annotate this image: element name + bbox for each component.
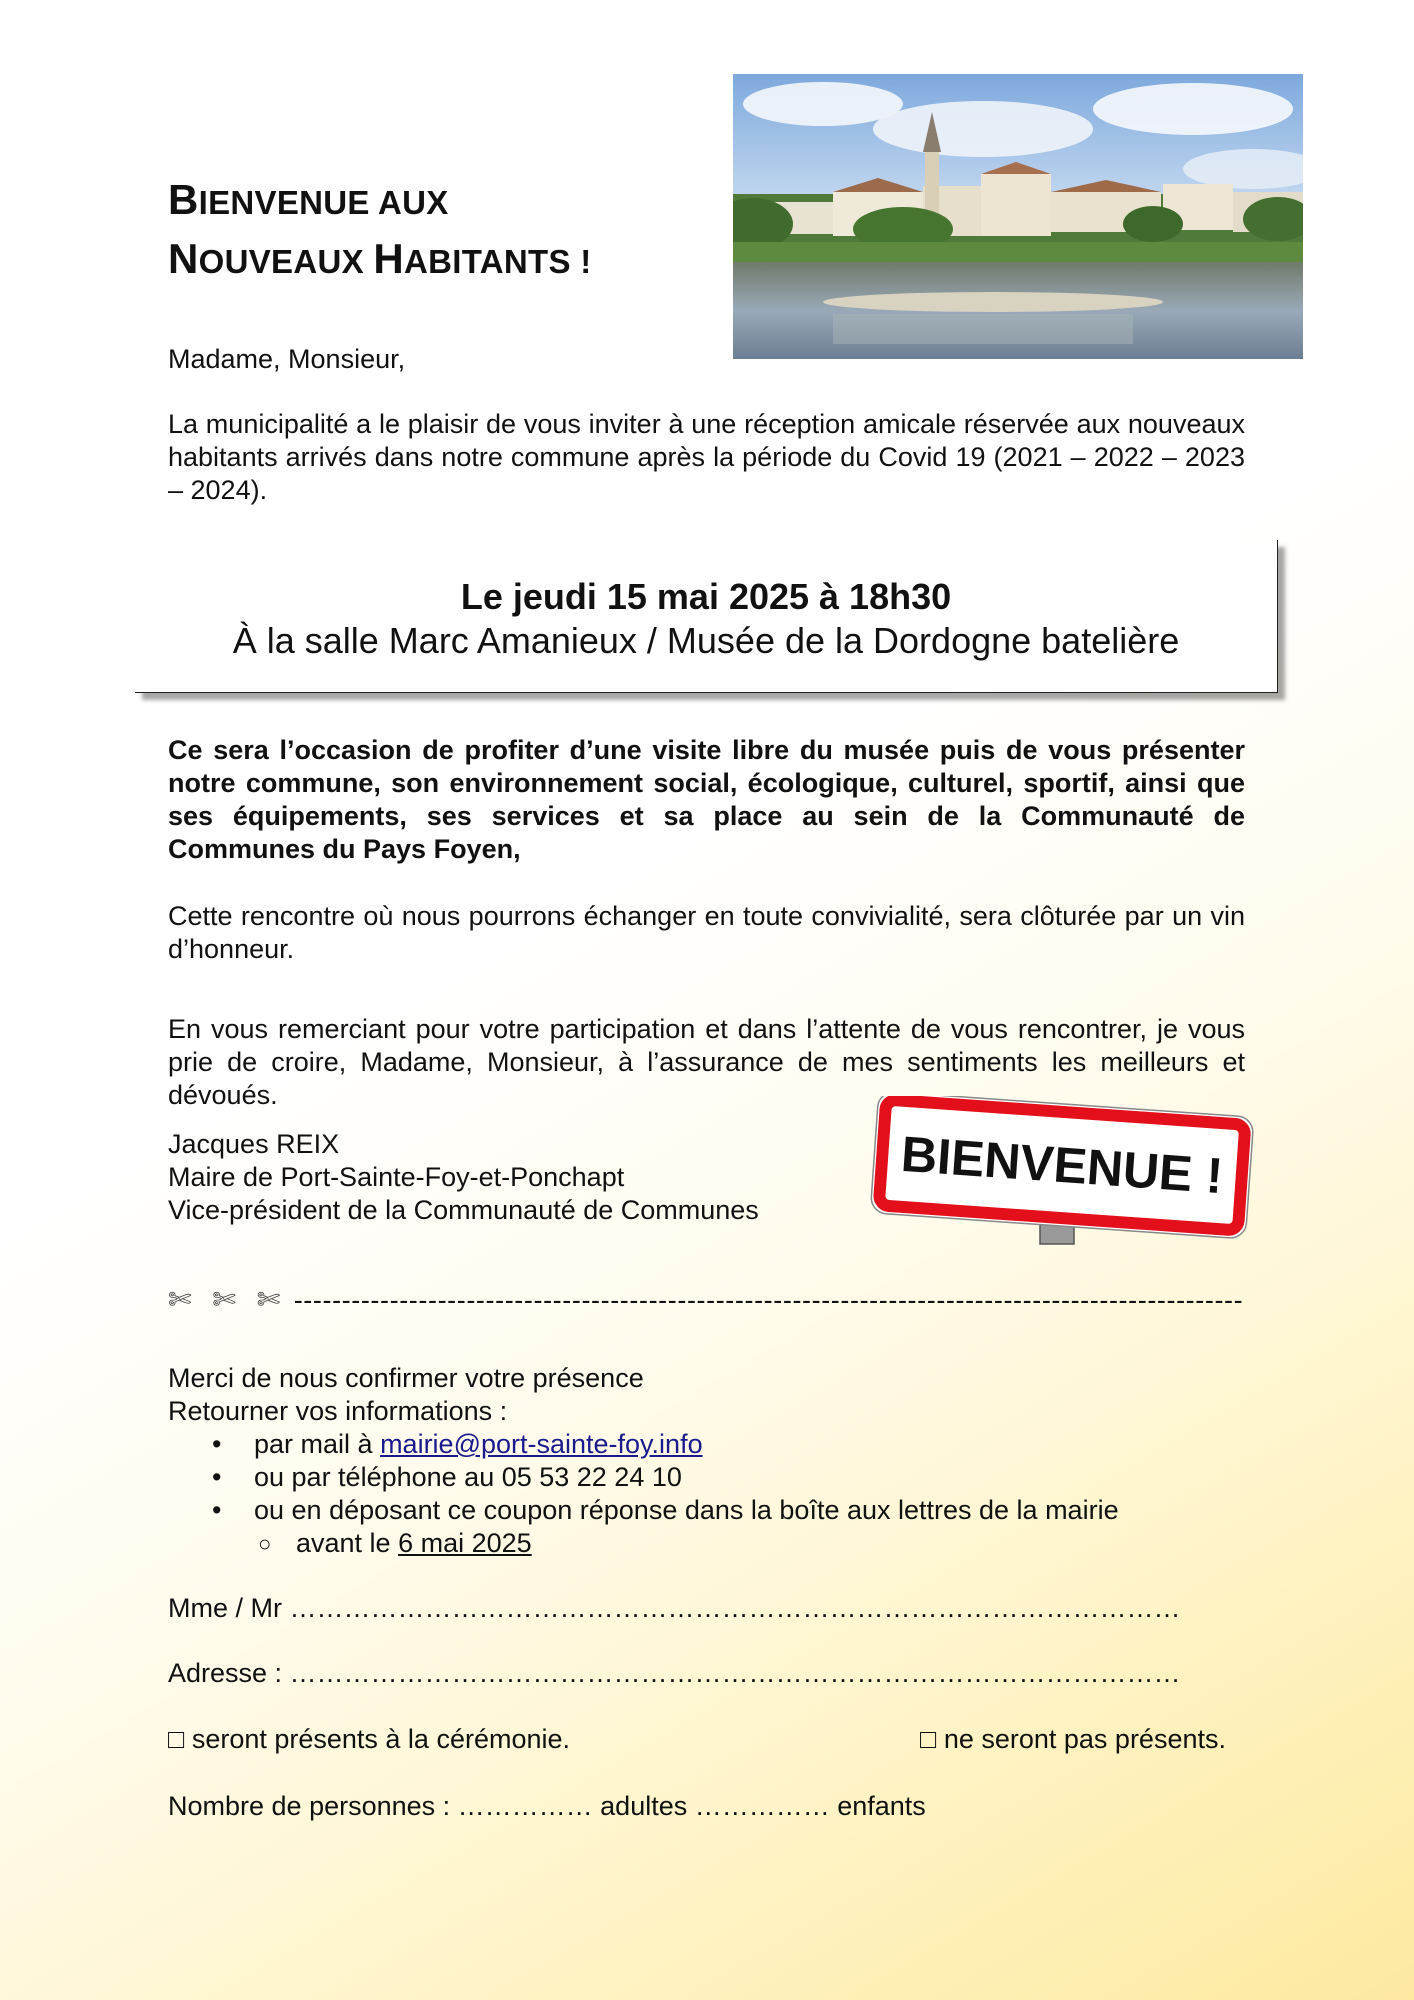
event-box: [135, 540, 1278, 693]
present-checkbox[interactable]: [168, 1723, 570, 1756]
circle-bullet-icon: ○: [258, 1531, 272, 1556]
checkbox-icon[interactable]: □: [168, 1724, 185, 1754]
address-field[interactable]: Adresse : ………………………………………………………………………………………: [168, 1658, 1181, 1688]
bullet-icon: •: [212, 1462, 222, 1492]
sub-list-item: ○ avant le 6 mai 2025: [258, 1528, 532, 1558]
salutation: Madame, Monsieur,: [168, 344, 406, 374]
list-item: • ou en déposant ce coupon réponse dans la boîte aux lettres de la mairie: [212, 1495, 1119, 1525]
not-present-checkbox[interactable]: [920, 1723, 1226, 1756]
bienvenue-sign-image: [862, 1096, 1262, 1256]
list-item: • ou par téléphone au 05 53 22 24 10: [212, 1462, 682, 1492]
present-label: seront présents à la cérémonie.: [184, 1724, 571, 1754]
list-item: • par mail à mairie@port-sainte-foy.info: [212, 1429, 703, 1459]
person-count-field[interactable]: Nombre de personnes : …………… adultes …………… enfants: [168, 1791, 926, 1821]
page-title: [168, 172, 708, 290]
signature-role: Vice-président de la Communauté de Communes: [168, 1195, 759, 1225]
intro-paragraph: La municipalité a le plaisir de vous inviter à une réception amicale réservée aux nouveaux habitants arrivés dans notre commune après la période du Covid 19 (2021 – 2022 – 2023 – 2024).: [168, 409, 1245, 505]
village-river-photo: [733, 74, 1303, 359]
title-line-2: NOUVEAUX HABITANTS !: [168, 235, 592, 282]
event-date: Le jeudi 15 mai 2025 à 18h30: [460, 576, 952, 617]
remerciement-paragraph: En vous remerciant pour votre participation et dans l’attente de vous rencontrer, je vous prie de croire, Madame, Monsieur, à l’assurance de mes sentiments les meilleurs et dévoués.: [168, 1014, 1245, 1110]
coupon-instructions: [168, 1362, 1119, 1560]
event-place: À la salle Marc Amanieux / Musée de la Dordogne batelière: [232, 620, 1180, 661]
deadline-date: 6 mai 2025: [398, 1528, 532, 1558]
name-field[interactable]: Mme / Mr ………………………………………………………………………………………: [168, 1593, 1181, 1623]
sign-text: BIENVENUE !: [899, 1125, 1225, 1205]
scissors-icon: ✄ ✄ ✄: [168, 1283, 287, 1316]
occasion-paragraph: Ce sera l’occasion de profiter d’une visite libre du musée puis de vous présenter notre commune, son environnement social, écologique, culturel, sportif, ainsi que ses équipements, ses services et sa place au sein de la Communauté de Communes du Pays Foyen,: [168, 735, 1245, 864]
cut-line: [168, 1283, 1245, 1317]
checkbox-icon[interactable]: □: [920, 1724, 937, 1754]
not-present-label: ne seront pas présents.: [936, 1724, 1226, 1754]
dash-line: ---------------------------------------------------------------------------------------------------: [293, 1285, 1244, 1315]
signature-block: [168, 1128, 759, 1227]
email-link[interactable]: mairie@port-sainte-foy.info: [380, 1429, 703, 1459]
bullet-icon: •: [212, 1495, 222, 1525]
rencontre-paragraph: Cette rencontre où nous pourrons échanger en toute convivialité, sera clôturée par un vin d’honneur.: [168, 901, 1245, 964]
bullet-icon: •: [212, 1429, 222, 1459]
signature-role: Maire de Port-Sainte-Foy-et-Ponchapt: [168, 1162, 625, 1192]
return-text: Retourner vos informations :: [168, 1396, 508, 1426]
confirm-text: Merci de nous confirmer votre présence: [168, 1363, 644, 1393]
signature-name: Jacques REIX: [168, 1129, 340, 1159]
title-line-1: BIENVENUE AUX: [168, 176, 449, 223]
